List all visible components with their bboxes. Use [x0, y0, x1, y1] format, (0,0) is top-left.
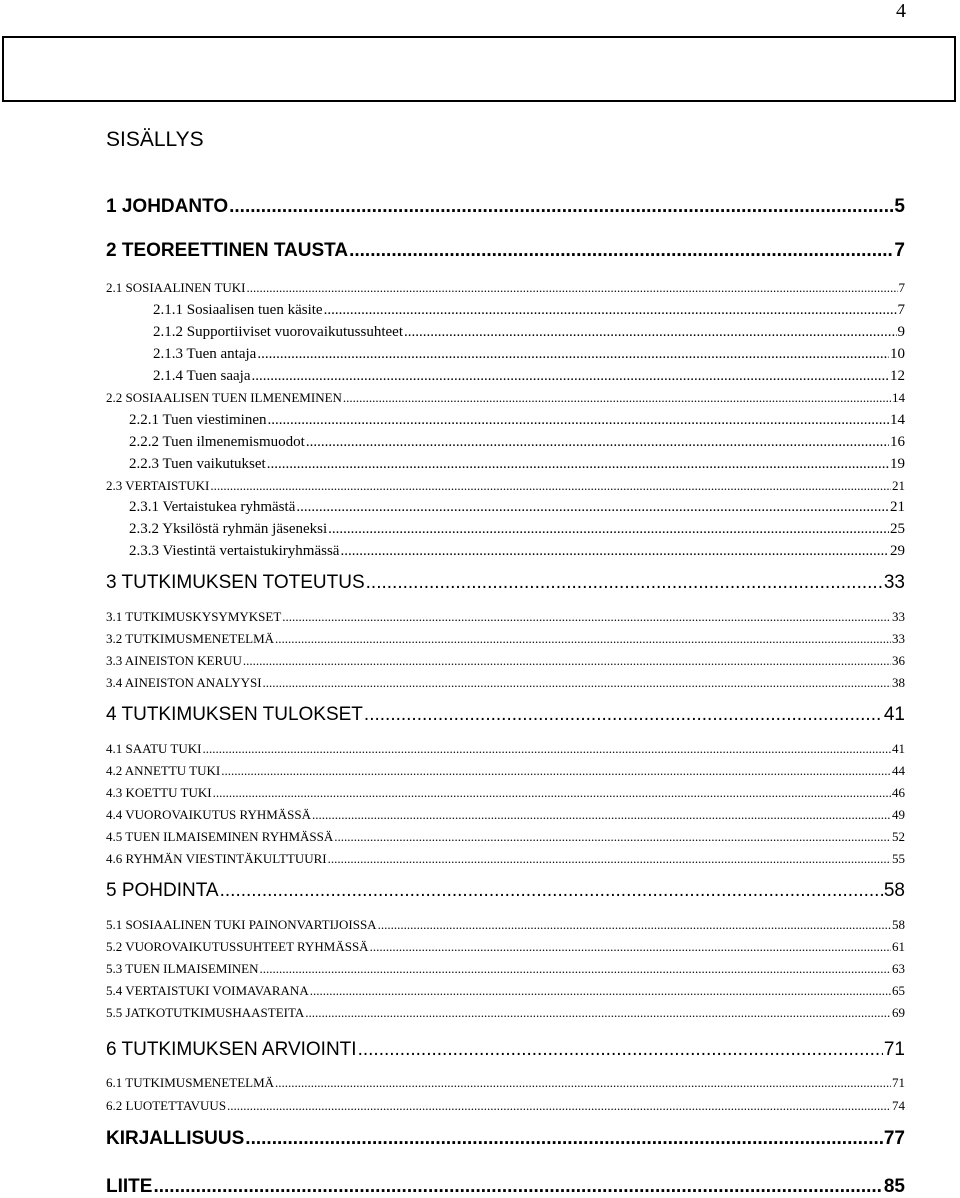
- toc-entry-label: LIITE: [106, 1176, 153, 1197]
- toc-leader: [328, 521, 889, 538]
- toc-leader: [404, 324, 897, 341]
- toc-entry-page: 63: [892, 961, 905, 976]
- toc-entry-page: 25: [890, 521, 905, 537]
- toc-entry-page: 36: [892, 653, 905, 668]
- toc-entry-page: 21: [892, 478, 905, 493]
- toc-entry-label: 6.1 TUTKIMUSMENETELMÄ: [106, 1075, 275, 1090]
- toc-leader: [153, 1176, 882, 1198]
- toc-entry-4-1[interactable]: [106, 741, 905, 757]
- toc-entry-3-4[interactable]: [106, 675, 905, 691]
- toc-leader: [306, 434, 889, 451]
- toc-entry-4-4[interactable]: [106, 807, 905, 823]
- toc-entry-teoreettinen-tausta[interactable]: [106, 240, 905, 262]
- toc-entry-5-1[interactable]: [106, 917, 905, 933]
- toc-entry-2-2[interactable]: [106, 390, 905, 406]
- toc-entry-label: 2.3.2 Yksilöstä ryhmän jäseneksi: [129, 521, 328, 537]
- toc-entry-page: 16: [890, 434, 905, 450]
- toc-entry-label: 2.2.3 Tuen vaikutukset: [129, 456, 266, 472]
- toc-entry-page: 14: [890, 412, 905, 428]
- toc-entry-label: 4.1 SAATU TUKI: [106, 741, 202, 756]
- toc-entry-label: 2.3.1 Vertaistukea ryhmästä: [129, 499, 296, 515]
- toc-entry-page: 19: [890, 456, 905, 472]
- toc-entry-page: 71: [883, 1039, 905, 1060]
- toc-entry-page: 12: [890, 368, 905, 384]
- toc-entry-2-1-1[interactable]: [153, 302, 905, 319]
- toc-entry-page: 58: [892, 917, 905, 932]
- toc-entry-page: 10: [890, 346, 905, 362]
- toc-entry-page: 65: [892, 983, 905, 998]
- toc-entry-label: 5.3 TUEN ILMAISEMINEN: [106, 961, 259, 976]
- toc-entry-2-3-3[interactable]: [129, 543, 905, 560]
- toc-entry-2-3-2[interactable]: [129, 521, 905, 538]
- toc-entry-page: 21: [890, 499, 905, 515]
- toc-entry-page: 55: [892, 851, 905, 866]
- toc-entry-label: 5.1 SOSIAALINEN TUKI PAINONVARTIJOISSA: [106, 917, 377, 932]
- toc-entry-page: 14: [892, 390, 905, 405]
- toc-entry-2-3[interactable]: [106, 478, 905, 494]
- toc-leader: [364, 704, 883, 726]
- toc-entry-page: 58: [883, 880, 905, 901]
- toc-leader: [247, 280, 898, 296]
- toc-entry-5-2[interactable]: [106, 939, 905, 955]
- toc-entry-page: 33: [892, 631, 905, 646]
- toc-entry-2-2-1[interactable]: [129, 412, 905, 429]
- toc-entry-label: 5.5 JATKOTUTKIMUSHAASTEITA: [106, 1005, 305, 1020]
- toc-leader: [366, 572, 883, 594]
- toc-entry-page: 77: [883, 1128, 905, 1149]
- toc-leader: [243, 653, 891, 669]
- toc-leader: [324, 302, 897, 319]
- toc-leader: [263, 675, 891, 691]
- toc-entry-4-5[interactable]: [106, 829, 905, 845]
- toc-leader: [213, 785, 891, 801]
- toc-leader: [343, 390, 891, 406]
- toc-entry-3-2[interactable]: [106, 631, 905, 647]
- toc-leader: [312, 807, 891, 823]
- toc-entry-page: 7: [894, 240, 905, 261]
- toc-entry-page: 49: [892, 807, 905, 822]
- toc-entry-page: 33: [892, 609, 905, 624]
- toc-entry-label: 3.4 AINEISTON ANALYYSI: [106, 675, 262, 690]
- toc-entry-label: 5 POHDINTA: [106, 880, 219, 901]
- toc-leader: [334, 829, 891, 845]
- toc-entry-2-3-1[interactable]: [129, 499, 905, 516]
- toc-entry-label: 5.4 VERTAISTUKI VOIMAVARANA: [106, 983, 309, 998]
- toc-entry-label: 3 TUTKIMUKSEN TOTEUTUS: [106, 572, 365, 593]
- toc-entry-2-2-3[interactable]: [129, 456, 905, 473]
- toc-entry-label: 3.3 AINEISTON KERUU: [106, 653, 242, 668]
- toc-entry-label: 3.2 TUTKIMUSMENETELMÄ: [106, 631, 275, 646]
- toc-entry-label: 4.3 KOETTU TUKI: [106, 785, 212, 800]
- toc-entry-label: 6.2 LUOTETTAVUUS: [106, 1098, 227, 1113]
- toc-entry-label: 2.1.4 Tuen saaja: [153, 368, 251, 384]
- toc-entry-page: 74: [892, 1098, 905, 1113]
- toc-entry-johdanto[interactable]: [106, 196, 905, 218]
- toc-entry-page: 7: [898, 280, 905, 295]
- toc-entry-page: 9: [897, 324, 905, 340]
- toc-entry-page: 85: [883, 1176, 905, 1197]
- toc-entry-6-2[interactable]: [106, 1098, 905, 1114]
- toc-entry-label: 3.1 TUTKIMUSKYSYMYKSET: [106, 609, 282, 624]
- toc-entry-page: 52: [892, 829, 905, 844]
- toc-leader: [202, 741, 891, 757]
- toc-leader: [378, 917, 891, 933]
- toc-entry-page: 71: [892, 1075, 905, 1090]
- toc-entry-3-1[interactable]: [106, 609, 905, 625]
- toc-leader: [349, 240, 893, 262]
- toc-leader: [260, 961, 892, 977]
- toc-entry-label: 5.2 VUOROVAIKUTUSSUHTEET RYHMÄSSÄ: [106, 939, 369, 954]
- toc-entry-label: 2 TEOREETTINEN TAUSTA: [106, 240, 349, 261]
- toc-leader: [296, 499, 889, 516]
- toc-entry-4-2[interactable]: [106, 763, 905, 779]
- page-number: 4: [896, 0, 906, 22]
- toc-leader: [340, 543, 889, 560]
- toc-entry-label: 4.2 ANNETTU TUKI: [106, 763, 221, 778]
- toc-entry-pohdinta[interactable]: [106, 880, 905, 902]
- toc-entry-label: 4.4 VUOROVAIKUTUS RYHMÄSSÄ: [106, 807, 312, 822]
- toc-leader: [220, 880, 883, 902]
- toc-entry-label: 2.1.3 Tuen antaja: [153, 346, 257, 362]
- toc-entry-page: 7: [897, 302, 905, 318]
- toc-entry-5-5[interactable]: [106, 1005, 905, 1021]
- toc-entry-4-6[interactable]: [106, 851, 905, 867]
- toc-entry-label: 2.1 SOSIAALINEN TUKI: [106, 280, 246, 295]
- toc-entry-page: 44: [892, 763, 905, 778]
- toc-entry-5-4[interactable]: [106, 983, 905, 999]
- toc-entry-page: 41: [883, 704, 905, 725]
- toc-entry-label: 6 TUTKIMUKSEN ARVIOINTI: [106, 1039, 357, 1060]
- toc-entry-4-3[interactable]: [106, 785, 905, 801]
- toc-entry-tutkimuksen-toteutus[interactable]: [106, 572, 905, 594]
- toc-entry-label: 2.2 SOSIAALISEN TUEN ILMENEMINEN: [106, 390, 342, 405]
- toc-entry-label: 2.1.2 Supportiiviset vuorovaikutussuhteet: [153, 324, 403, 340]
- toc-entry-label: 2.2.2 Tuen ilmenemismuodot: [129, 434, 305, 450]
- toc-entry-page: 61: [892, 939, 905, 954]
- toc-leader: [257, 346, 889, 363]
- toc-entry-page: 38: [892, 675, 905, 690]
- toc-entry-page: 29: [890, 543, 905, 559]
- toc-leader: [310, 983, 891, 999]
- toc-entry-page: 69: [892, 1005, 905, 1020]
- toc-entry-2-1[interactable]: [106, 280, 905, 296]
- toc-leader: [358, 1039, 883, 1061]
- toc-entry-page: 5: [894, 196, 905, 217]
- toc-leader: [275, 1075, 891, 1091]
- toc-leader: [370, 939, 891, 955]
- toc-leader: [252, 368, 890, 385]
- toc-leader: [245, 1128, 883, 1150]
- toc-entry-label: 4 TUTKIMUKSEN TULOKSET: [106, 704, 363, 725]
- toc-entry-2-1-3[interactable]: [153, 346, 905, 363]
- toc-entry-page: 41: [892, 741, 905, 756]
- toc-entry-label: 4.6 RYHMÄN VIESTINTÄKULTTUURI: [106, 851, 327, 866]
- toc-entry-label: 4.5 TUEN ILMAISEMINEN RYHMÄSSÄ: [106, 829, 334, 844]
- toc-leader: [229, 196, 893, 218]
- toc-entry-label: KIRJALLISUUS: [106, 1128, 245, 1149]
- toc-entry-2-2-2[interactable]: [129, 434, 905, 451]
- toc-entry-page: 33: [883, 572, 905, 593]
- toc-leader: [268, 412, 889, 429]
- toc-leader: [275, 631, 891, 647]
- toc-leader: [282, 609, 891, 625]
- toc-leader: [227, 1098, 891, 1114]
- toc-leader: [267, 456, 889, 473]
- toc-leader: [210, 478, 891, 494]
- toc-entry-2-1-4[interactable]: [153, 368, 905, 385]
- toc-leader: [221, 763, 891, 779]
- toc-leader: [305, 1005, 891, 1021]
- toc-entry-page: 46: [892, 785, 905, 800]
- toc-entry-label: 2.3 VERTAISTUKI: [106, 478, 210, 493]
- toc-entry-kirjallisuus[interactable]: [106, 1128, 905, 1150]
- toc-entry-3-3[interactable]: [106, 653, 905, 669]
- toc-leader: [328, 851, 891, 867]
- toc-entry-label: 2.2.1 Tuen viestiminen: [129, 412, 267, 428]
- toc-entry-label: 1 JOHDANTO: [106, 196, 229, 217]
- toc-entry-liite[interactable]: [106, 1176, 905, 1198]
- toc-title: SISÄLLYS: [106, 128, 204, 151]
- toc-entry-6-1[interactable]: [106, 1075, 905, 1091]
- toc-entry-label: 2.1.1 Sosiaalisen tuen käsite: [153, 302, 323, 318]
- toc-entry-label: 2.3.3 Viestintä vertaistukiryhmässä: [129, 543, 340, 559]
- toc-entry-tutkimuksen-tulokset[interactable]: [106, 704, 905, 726]
- toc-entry-5-3[interactable]: [106, 961, 905, 977]
- toc-entry-tutkimuksen-arviointi[interactable]: [106, 1039, 905, 1061]
- toc-entry-2-1-2[interactable]: [153, 324, 905, 341]
- header-box: [2, 36, 956, 102]
